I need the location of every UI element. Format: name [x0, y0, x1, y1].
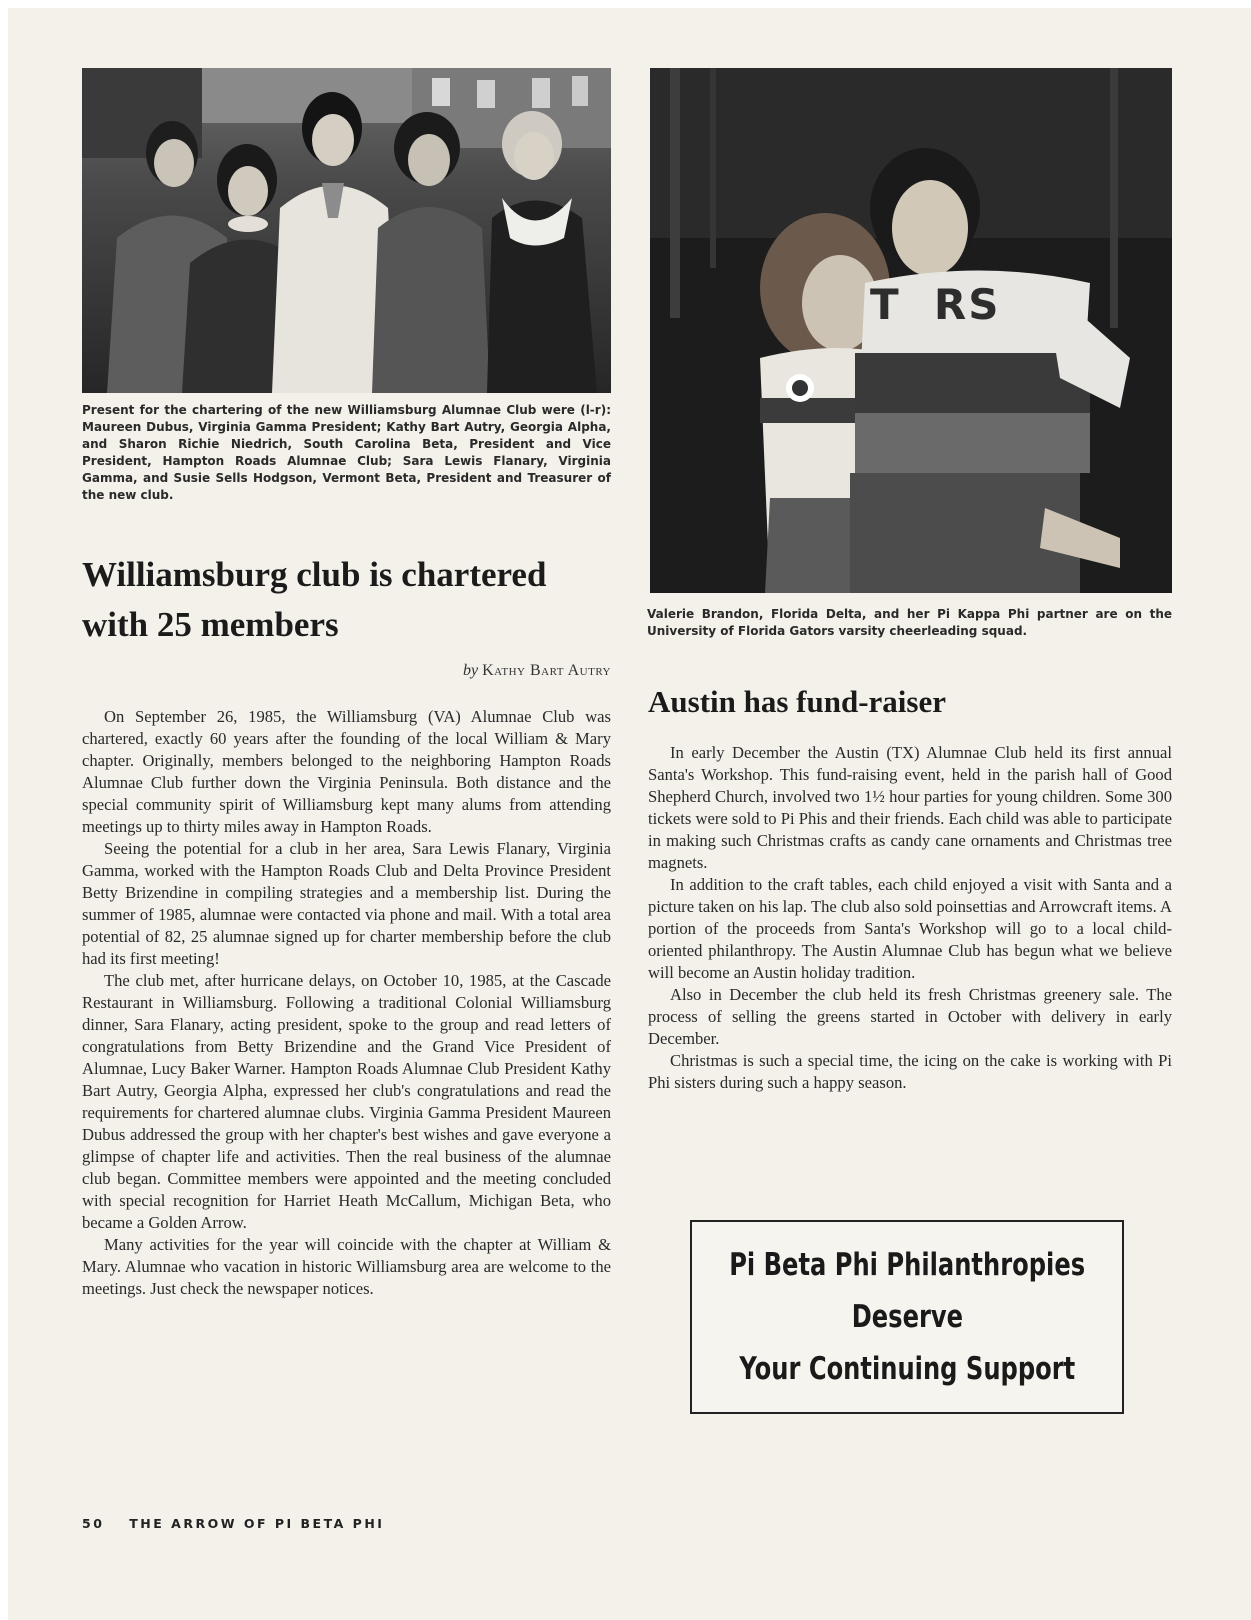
williamsburg-article-body: [82, 706, 611, 1300]
page-number: 50: [82, 1516, 105, 1531]
byline-by: by: [462, 662, 479, 679]
philanthropy-ad-box: [690, 1220, 1124, 1414]
williamsburg-paragraph: Many activities for the year will coincide with the chapter at William & Mary. Alumnae who vacation in historic Williamsburg area are welcome to the meetings. Just check the newspaper notices.: [82, 1235, 611, 1298]
austin-paragraph: Christmas is such a special time, the icing on the cake is working with Pi Phi sisters during such a happy season.: [648, 1051, 1172, 1092]
austin-paragraph: Also in December the club held its fresh Christmas greenery sale. The process of selling the greens started in October with delivery in early December.: [648, 985, 1172, 1048]
ad-line-3: Your Continuing Support: [739, 1351, 1075, 1387]
ad-line-1: Pi Beta Phi Philanthropies: [729, 1247, 1085, 1283]
williamsburg-paragraph: On September 26, 1985, the Williamsburg (VA) Alumnae Club was chartered, exactly 60 years after the founding of the local William & Mary chapter. Originally, members belonged to the neighboring Hampton Roads Alumnae Club further down the Virginia Peninsula. Both distance and the special community spirit of Williamsburg kept many alums from attending meetings up to thirty miles away in Hampton Roads.: [82, 707, 611, 836]
cheerleader-photo-caption: Valerie Brandon, Florida Delta, and her Pi Kappa Phi partner are on the University of Florida Gators varsity cheerleading squad.: [647, 607, 1172, 638]
williamsburg-paragraph: Seeing the potential for a club in her area, Sara Lewis Flanary, Virginia Gamma, worked with the Hampton Roads Club and Delta Province President Betty Brizendine in compiling strategies and a membership list. During the summer of 1985, alumnae were contacted via phone and mail. With a total area potential of 82, 25 alumnae signed up for charter membership before the club had its first meeting!: [82, 839, 611, 968]
byline: [82, 662, 611, 680]
jersey-lettering: T RS: [870, 280, 1001, 329]
group-photo: [82, 68, 611, 393]
cheerleader-photo: [650, 68, 1172, 593]
austin-article-body: [648, 742, 1172, 1094]
ad-line-2: Deserve: [851, 1299, 963, 1335]
page-footer: [82, 1516, 384, 1531]
austin-headline: Austin has fund-raiser: [648, 684, 946, 719]
williamsburg-headline: Williamsburg club is chartered with 25 members: [82, 555, 547, 644]
group-photo-caption: Present for the chartering of the new Williamsburg Alumnae Club were (l-r): Maureen Dubus, Virginia Gamma President; Kathy Bart Autry, Georgia Alpha, and Sharon Richie Niedrich, South Carolina Beta, President and Vice President, Hampton Roads Alumnae Club; Sara Lewis Flanary, Virginia Gamma, and Susie Sells Hodgson, Vermont Beta, President and Treasurer of the new club.: [82, 403, 611, 502]
austin-paragraph: In addition to the craft tables, each child enjoyed a visit with Santa and a picture taken on his lap. The club also sold poinsettias and Arrowcraft items. A portion of the proceeds from Santa's Workshop will go to a local child-oriented philanthropy. The Austin Alumnae Club has begun what we believe will become an Austin holiday tradition.: [648, 875, 1172, 982]
austin-paragraph: In early December the Austin (TX) Alumnae Club held its first annual Santa's Workshop. This fund-raising event, held in the parish hall of Good Shepherd Church, involved two 1½ hour parties for young children. Some 300 tickets were sold to Pi Phis and their friends. Each child was able to participate in making such Christmas crafts as candy cane ornaments and Christmas tree magnets.: [648, 743, 1172, 872]
williamsburg-paragraph: The club met, after hurricane delays, on October 10, 1985, at the Cascade Restaurant in Williamsburg. Following a traditional Colonial Williamsburg dinner, Sara Flanary, acting president, spoke to the group and read letters of congratulations from Betty Brizendine and the Grand Vice President of Alumnae, Lucy Baker Warner. Hampton Roads Alumnae Club President Kathy Bart Autry, Georgia Alpha, expressed her club's congratulations and read the requirements for chartered alumnae clubs. Virginia Gamma President Maureen Dubus addressed the group with her chapter's best wishes and gave everyone a glimpse of chapter life and activities. Then the real business of the alumnae club began. Committee members were appointed and the meeting concluded with special recognition for Harriet Heath McCallum, Michigan Beta, who became a Golden Arrow.: [82, 971, 611, 1232]
publication-name: THE ARROW OF PI BETA PHI: [129, 1516, 385, 1531]
byline-author: Kathy Bart Autry: [482, 662, 611, 679]
